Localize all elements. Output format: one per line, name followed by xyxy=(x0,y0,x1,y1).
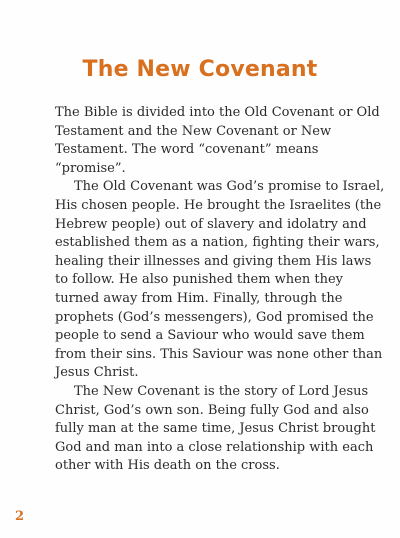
paragraph-3: The New Covenant is the story of Lord Jesus Christ, God’s own son. Being fully God and also fully man at the same time, Jesus Christ brought God and man into a close relationship with each other with His death on the cross. xyxy=(55,383,376,474)
paragraph-2: The Old Covenant was God’s promise to Israel, His chosen people. He brought the Israelites (the Hebrew people) out of slavery and idolatry and established them as a nation, fighting their wars, healing their illnesses and giving them His laws to follow. He also punished them when they turned away from Him. Finally, through the prophets (God’s messengers), God promised the people to send a Saviour who would save them from their sins. This Saviour was none other than Jesus Christ. xyxy=(55,179,385,381)
paragraph-1: The Bible is divided into the Old Covenant or Old Testament and the New Covenant or New Testament. The word “covenant” means “promise”. xyxy=(55,105,380,176)
page-title: The New Covenant xyxy=(82,57,318,82)
page-number: 2 xyxy=(15,509,25,524)
body-text xyxy=(55,104,385,476)
